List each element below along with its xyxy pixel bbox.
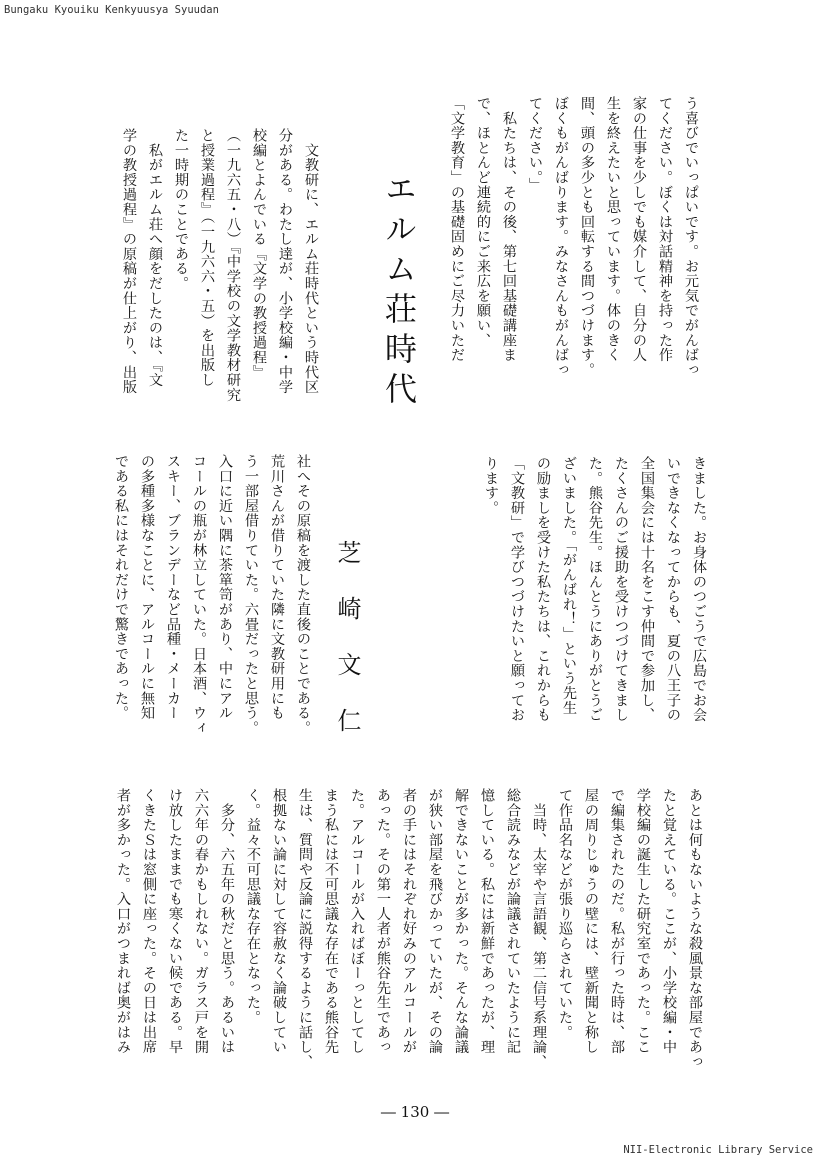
text-line: ります。 xyxy=(483,456,499,516)
text-line: スキー、ブランデーなど品種・メーカー xyxy=(165,454,181,721)
text-line: てください。ぼくは対話精神を持った作 xyxy=(657,96,673,363)
text-line: あった。その第一人者が熊谷先生であっ xyxy=(375,788,391,1055)
text-line: 憶している。私には新鮮であったが、理 xyxy=(479,788,495,1055)
text-line: た。熊谷先生。ほんとうにありがとうご xyxy=(587,456,603,723)
text-line: 「文学教育」の基礎固めにご尽力いただ xyxy=(449,96,465,363)
text-line: 学校編の誕生した研究室であった。ここ xyxy=(635,788,651,1055)
text-line: と授業過程』（一九六六・五）を出版し xyxy=(199,128,215,388)
text-line: 生を終えたいと思っています。体のきく xyxy=(605,96,621,363)
text-line: で、ほとんど連続的にご来広を願い、 xyxy=(475,96,491,348)
text-line: 根拠ない論に対して容赦なく論破してい xyxy=(271,788,287,1055)
text-line: 「文教研」で学びつづけたいと願ってお xyxy=(509,456,525,723)
text-line: 六六年の春かもしれない。ガラス戸を開 xyxy=(193,788,209,1055)
bottom-text-block xyxy=(110,788,708,1078)
text-line: 多分、六五年の秋だと思う。あるいは xyxy=(219,788,235,1055)
text-line: の励ましを受けた私たちは、これからも xyxy=(535,456,551,723)
text-line: 者の手にはそれぞれ好みのアルコールが xyxy=(401,788,417,1055)
text-line: 入口に近い隅に茶箪笥があり、中にアル xyxy=(217,454,233,721)
page-number: ― 130 ― xyxy=(380,1103,450,1121)
text-line: 私がエルム荘へ顔をだしたのは、『文 xyxy=(147,128,163,388)
text-line: の多種多様なことに、アルコールに無知 xyxy=(139,454,155,721)
text-line: て作品名などが張り巡らされていた。 xyxy=(557,788,573,1040)
text-line: 当時、太宰や言語観、第二信号系理論、 xyxy=(531,788,547,1070)
middle-left-text-block xyxy=(108,454,316,746)
upper-left-text-block xyxy=(116,128,324,403)
text-line: まう私には不可思議な存在である熊谷先 xyxy=(323,788,339,1055)
text-line: た一時期のことである。 xyxy=(173,128,189,291)
text-line: いできなくなってからも、夏の八王子の xyxy=(665,456,681,723)
upper-right-text-block xyxy=(444,96,704,402)
text-line: 校編とよんでいる『文学の教授過程』 xyxy=(251,128,267,380)
text-line: 私たちは、その後、第七回基礎講座ま xyxy=(501,96,517,363)
text-line: くきたＳは窓側に座った。その日は出席 xyxy=(141,788,157,1055)
middle-right-text-block xyxy=(478,456,712,746)
text-line: 荒川さんが借りていた隣に文教研用にも xyxy=(269,454,285,721)
library-service-footer: NII-Electronic Library Service xyxy=(623,1144,813,1156)
text-line: た。アルコールが入ればぼーっとしてし xyxy=(349,788,365,1055)
text-line: く。益々不可思議な存在となった。 xyxy=(245,788,261,1025)
text-line: で編集されたのだ。私が行った時は、部 xyxy=(609,788,625,1055)
text-line: （一九六五・八）『中学校の文学教材研究 xyxy=(225,128,241,403)
text-line: である私にはそれだけで驚きであった。 xyxy=(113,454,129,721)
text-line: あとは何もないような殺風景な部屋であっ xyxy=(687,788,703,1070)
text-line: 学の教授過程』の原稿が仕上がり、出版 xyxy=(121,128,137,395)
article-title: エルム荘時代 xyxy=(380,172,418,412)
text-line: たと覚えている。ここが、小学校編・中 xyxy=(661,788,677,1055)
text-line: う一部屋借りていた。六畳だったと思う。 xyxy=(243,454,259,736)
text-line: 全国集会には十名をこす仲間で参加し、 xyxy=(639,456,655,723)
text-line: 社へその原稿を渡した直後のことである。 xyxy=(295,454,311,736)
text-line: たくさんのご援助を受けつづけてきまし xyxy=(613,456,629,723)
text-line: きました。お身体のつごうで広島でお会 xyxy=(691,456,707,723)
text-line: ざいました。「がんばれ！」という先生 xyxy=(561,456,577,716)
text-line: 生は、質問や反論に説得するように話し、 xyxy=(297,788,313,1070)
text-line: 屋の周りじゅうの壁には、壁新聞と称し xyxy=(583,788,599,1055)
text-line: 者が多かった。入口がつまれば奥がはみ xyxy=(115,788,131,1055)
text-line: 家の仕事を少しでも媒介して、自分の人 xyxy=(631,96,647,363)
text-line: 間、頭の多少とも回転する間つづけます。 xyxy=(579,96,595,378)
text-line: 解できないことが多かった。そんな論議 xyxy=(453,788,469,1055)
text-line: 文教研に、エルム荘時代という時代区 xyxy=(303,128,319,395)
text-line: 総合読みなどが論議されていたように記 xyxy=(505,788,521,1055)
text-line: ぼくもがんばります。みなさんもがんばっ xyxy=(553,96,569,378)
running-head: Bungaku Kyouiku Kenkyuusya Syuudan xyxy=(4,4,219,16)
text-line: け放したままでも寒くない候である。早 xyxy=(167,788,183,1055)
text-line: 分がある。わたし達が、小学校編・中学 xyxy=(277,128,293,395)
text-line: コールの瓶が林立していた。日本酒、ウィ xyxy=(191,454,207,736)
text-line: てください。」 xyxy=(527,96,543,193)
text-line: が狭い部屋を飛びかっていたが、その論 xyxy=(427,788,443,1055)
text-line: う喜びでいっぱいです。お元気でがんばっ xyxy=(683,96,699,378)
article-author: 芝崎文仁 xyxy=(333,540,361,764)
